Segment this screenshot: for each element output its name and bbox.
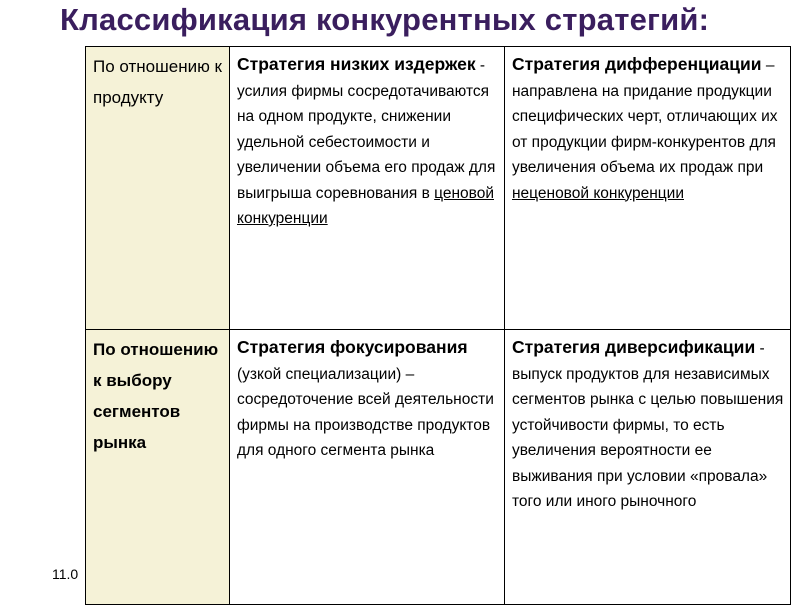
strategy-cell (505, 47, 791, 330)
criterion-label: По отношению к продукту (93, 57, 222, 107)
strategy-description: - усилия фирмы сосредотачиваются на одном продукте, снижении удельной себестоимости и увеличении объема его продаж для выигрыша соревнования в (237, 57, 496, 202)
strategy-description: (узкой специализации) – сосредоточение всей деятельности фирмы на производстве продуктов для одного сегмента рынка (237, 365, 494, 459)
strategy-description: - выпуск продуктов для независимых сегментов рынка с целью повышения устойчивости фирмы, то есть увеличения вероятности ее выживания при условии «провала» того или иного рыночного (512, 340, 784, 510)
strategy-description: – направлена на придание продукции специфических черт, отличающих их от продукции фирм-конкурентов для увеличения объема их продаж при (512, 57, 778, 176)
strategy-cell (505, 330, 791, 605)
strategy-name: Стратегия диверсификации (512, 337, 756, 357)
strategy-name: Стратегия дифференциации (512, 54, 762, 74)
strategy-underlined-term: ценовой конкуренции (237, 184, 494, 227)
criterion-cell (86, 47, 230, 330)
criterion-cell (86, 330, 230, 605)
table-row (86, 47, 791, 330)
strategy-cell (230, 47, 505, 330)
criterion-label: По отношению к выбору сегментов рынка (93, 340, 219, 452)
strategy-name: Стратегия низких издержек (237, 54, 476, 74)
strategy-classification-table (85, 46, 791, 605)
table-row (86, 330, 791, 605)
strategy-underlined-term: неценовой конкуренции (512, 184, 684, 202)
slide-title: Классификация конкурентных стратегий: (60, 2, 710, 37)
strategy-cell (230, 330, 505, 605)
strategy-name: Стратегия фокусирования (237, 337, 468, 357)
slide-number: 11.0 (52, 566, 79, 582)
